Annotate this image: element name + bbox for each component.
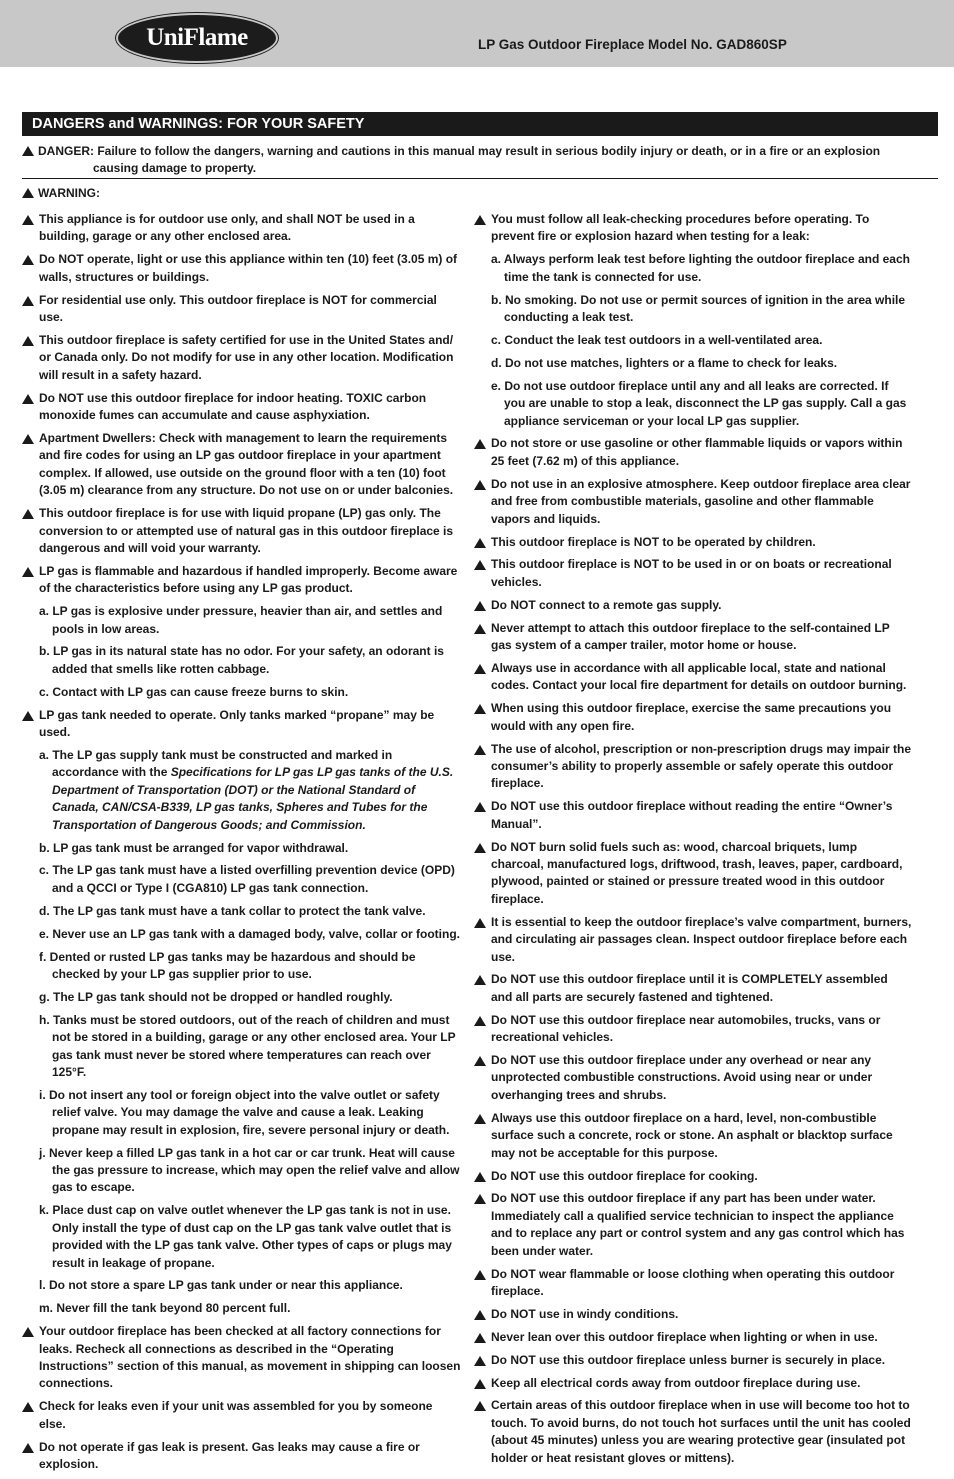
warning-item: This outdoor fireplace is NOT to be used in or on boats or recreational vehicles. <box>474 556 912 591</box>
warning-triangle-icon <box>22 336 34 346</box>
sub-item: m. Never fill the tank beyond 80 percent full. <box>39 1301 291 1316</box>
warning-item: Do NOT burn solid fuels such as: wood, charcoal briquets, lump charcoal, manufactured logs, driftwood, trash, leaves, paper, cardboard, plywood, painted or stained or pressure treated wood in this outdoor fireplace. <box>474 839 912 909</box>
warning-item: Do not store or use gasoline or other flammable liquids or vapors within 25 feet (7.62 m) of this appliance. <box>474 435 912 470</box>
warning-triangle-icon <box>474 802 486 812</box>
warning-triangle-icon <box>22 215 34 225</box>
sub-item: b. No smoking. Do not use or permit sources of ignition in the area while conducting a leak test. <box>491 292 906 325</box>
warning-triangle-icon <box>474 1016 486 1026</box>
warning-item: For residential use only. This outdoor fireplace is NOT for commercial use. <box>22 292 462 327</box>
warning-triangle-icon <box>474 918 486 928</box>
sub-item: c. The LP gas tank must have a listed overfilling prevention device (OPD) and a QCCI or Type I (CGA810) LP gas tank connection. <box>39 863 455 895</box>
sub-item: k. Place dust cap on valve outlet whenever the LP gas tank is not in use. Only install the type of dust cap on the LP gas tank valve outlet that is provided with the LP gas tank valve. Other types of caps or plugs may result in leakage of propane. <box>39 1203 452 1270</box>
sub-item: c. Conduct the leak test outdoors in a well-ventilated area. <box>491 332 823 347</box>
warning-triangle-icon <box>22 188 34 198</box>
warning-triangle-icon <box>22 434 34 444</box>
warning-item: Do NOT use this outdoor fireplace for cooking. <box>474 1168 912 1185</box>
regulation-reference: Specifications for LP gas LP gas tanks of the U.S. Department of Transportation (DOT) or the National Standard of Canada, CAN/CSA-B339, LP gas tanks, Spheres and Tubes for the Transportation of Dangerous Goods; and Commission. <box>52 765 454 832</box>
warning-item: Do not use in an explosive atmosphere. Keep outdoor fireplace area clear and free from combustible materials, gasoline and other flammable vapors and liquids. <box>474 476 912 528</box>
warning-item: Keep all electrical cords away from outdoor fireplace during use. <box>474 1375 912 1392</box>
warning-item: Do NOT wear flammable or loose clothing when operating this outdoor fireplace. <box>474 1266 912 1301</box>
sub-item: g. The LP gas tank should not be dropped or handled roughly. <box>39 989 393 1004</box>
warning-triangle-icon <box>22 146 34 156</box>
warning-triangle-icon <box>22 255 34 265</box>
warning-item: Apartment Dwellers: Check with management to learn the requirements and fire codes for using an LP gas outdoor fireplace in your apartment complex. If allowed, use outside on the ground floor with a ten (10) foot (3.05 m) clearance from any structure. Do not use on or under balconies. <box>22 430 462 500</box>
warning-triangle-icon <box>22 1402 34 1412</box>
warning-item: Do NOT use this outdoor fireplace for indoor heating. TOXIC carbon monoxide fumes can accumulate and cause asphyxiation. <box>22 390 462 425</box>
sub-item: c. Contact with LP gas can cause freeze burns to skin. <box>39 684 349 699</box>
warning-triangle-icon <box>474 601 486 611</box>
warning-item: This outdoor fireplace is NOT to be operated by children. <box>474 534 912 551</box>
left-column <box>22 211 462 1479</box>
sub-item: a. Always perform leak test before lighting the outdoor fireplace and each time the tank is connected for use. <box>491 252 910 284</box>
danger-line-2: causing damage to property. <box>93 161 257 175</box>
warning-item: Always use in accordance with all applicable local, state and national codes. Contact your local fire department for details on outdoor burning. <box>474 660 912 695</box>
uniflame-logo <box>118 15 276 61</box>
warning-item: Do NOT operate, light or use this appliance within ten (10) feet (3.05 m) of walls, structures or buildings. <box>22 251 462 286</box>
warning-item: Do not operate if gas leak is present. Gas leaks may cause a fire or explosion. <box>22 1439 462 1474</box>
warning-triangle-icon <box>474 704 486 714</box>
sub-item: j. Never keep a filled LP gas tank in a hot car or car trunk. Heat will cause the gas pressure to increase, which may open the relief valve and allow gas to escape. <box>39 1145 460 1195</box>
warning-triangle-icon <box>474 1310 486 1320</box>
sub-item: a. The LP gas supply tank must be constructed and marked in accordance with the Specifications for LP gas LP gas tanks of the U.S. Department of Transportation (DOT) or the National Standard of Canada, CAN/CSA-B339, LP gas tanks, Spheres and Tubes for the Transportation of Dangerous Goods; and Commission. <box>39 747 454 832</box>
sub-item: e. Never use an LP gas tank with a damaged body, valve, collar or footing. <box>39 926 461 941</box>
warning-item: Do NOT use this outdoor fireplace without reading the entire “Owner’s Manual”. <box>474 798 912 833</box>
warning-item: The use of alcohol, prescription or non-prescription drugs may impair the consumer’s ability to properly assemble or safely operate this outdoor fireplace. <box>474 741 912 793</box>
warning-triangle-icon <box>22 296 34 306</box>
section-banner: DANGERS and WARNINGS: FOR YOUR SAFETY <box>22 112 938 136</box>
page-header <box>0 0 954 67</box>
sub-item: b. LP gas in its natural state has no odor. For your safety, an odorant is added that smells like rotten cabbage. <box>39 644 444 676</box>
warning-item: Do NOT use this outdoor fireplace if any part has been under water. Immediately call a qualified service technician to inspect the appliance and to replace any part or control system and any gas control which has been under water. <box>474 1190 912 1260</box>
warning-triangle-icon <box>22 509 34 519</box>
logo-text: UniFlame <box>146 24 248 51</box>
warning-item: Check for leaks even if your unit was assembled for you by someone else. <box>22 1398 462 1433</box>
sub-item: e. Do not use outdoor fireplace until any and all leaks are corrected. If you are unable to stop a leak, disconnect the LP gas supply. Call a gas appliance serviceman or your local LP gas supplier. <box>491 378 907 428</box>
warning-item: Never attempt to attach this outdoor fireplace to the self-contained LP gas system of a camper trailer, motor home or house. <box>474 620 912 655</box>
warning-triangle-icon <box>474 480 486 490</box>
warning-triangle-icon <box>474 1401 486 1411</box>
warning-item: Your outdoor fireplace has been checked at all factory connections for leaks. Recheck all connections as described in the “Operating Instructions” section of this manual, as movement in shipping can loosen connections. <box>22 1323 462 1393</box>
warning-triangle-icon <box>474 624 486 634</box>
warning-triangle-icon <box>474 1114 486 1124</box>
warning-item: LP gas is flammable and hazardous if handled improperly. Become aware of the characteristics before using any LP gas product. <box>22 563 462 598</box>
sub-item: d. The LP gas tank must have a tank collar to protect the tank valve. <box>39 903 426 918</box>
sub-item: b. LP gas tank must be arranged for vapor withdrawal. <box>39 840 349 855</box>
warning-triangle-icon <box>474 1270 486 1280</box>
warning-triangle-icon <box>474 1379 486 1389</box>
warning-triangle-icon <box>22 1443 34 1453</box>
warning-triangle-icon <box>474 560 486 570</box>
danger-line-1: DANGER: Failure to follow the dangers, warning and cautions in this manual may result in serious bodily injury or death, or in a fire or an explosion <box>22 143 938 160</box>
warning-triangle-icon <box>474 538 486 548</box>
warning-item: When using this outdoor fireplace, exercise the same precautions you would with any open fire. <box>474 700 912 735</box>
warning-item: Do NOT use this outdoor fireplace near automobiles, trucks, vans or recreational vehicles. <box>474 1012 912 1047</box>
warning-item: Do NOT use this outdoor fireplace unless burner is securely in place. <box>474 1352 912 1369</box>
warning-item: Do NOT connect to a remote gas supply. <box>474 597 912 614</box>
warning-item: Do NOT use this outdoor fireplace under any overhead or near any unprotected combustible constructions. Avoid using near or under overhanging trees and shrubs. <box>474 1052 912 1104</box>
sub-item: i. Do not insert any tool or foreign object into the valve outlet or safety relief valve. You may damage the valve and cause a leak. Leaking propane may result in explosion, fire, severe personal injury or death. <box>39 1087 450 1137</box>
warning-triangle-icon <box>474 215 486 225</box>
warning-triangle-icon <box>474 1056 486 1066</box>
warning-item: It is essential to keep the outdoor fireplace’s valve compartment, burners, and circulating air passages clean. Inspect outdoor fireplace before each use. <box>474 914 912 966</box>
divider <box>22 178 938 179</box>
warning-triangle-icon <box>474 843 486 853</box>
warning-item: Never lean over this outdoor fireplace when lighting or when in use. <box>474 1329 912 1346</box>
warning-item: Certain areas of this outdoor fireplace when in use will become too hot to touch. To avoid burns, do not touch hot surfaces until the unit has cooled (about 45 minutes) unless you are wearing protective gear (insulated pot holder or heat resistant gloves or mittens). <box>474 1397 912 1467</box>
warning-item: This outdoor fireplace is safety certified for use in the United States and/ or Canada only. Do not modify for use in any other location. Modification will result in a safety hazard. <box>22 332 462 384</box>
sub-item: d. Do not use matches, lighters or a flame to check for leaks. <box>491 355 838 370</box>
warning-triangle-icon <box>22 1327 34 1337</box>
warning-triangle-icon <box>474 1172 486 1182</box>
warning-triangle-icon <box>474 664 486 674</box>
warning-item: Do NOT use this outdoor fireplace until it is COMPLETELY assembled and all parts are securely fastened and tightened. <box>474 971 912 1006</box>
warning-triangle-icon <box>474 1356 486 1366</box>
warning-item: LP gas tank needed to operate. Only tanks marked “propane” may be used. <box>22 707 462 742</box>
warning-item: Do NOT use in windy conditions. <box>474 1306 912 1323</box>
warning-item: You must follow all leak-checking procedures before operating. To prevent fire or explosion hazard when testing for a leak: <box>474 211 912 246</box>
warning-triangle-icon <box>474 975 486 985</box>
warning-item: This outdoor fireplace is for use with liquid propane (LP) gas only. The conversion to or attempted use of natural gas in this outdoor fireplace is dangerous and will void your warranty. <box>22 505 462 557</box>
warning-triangle-icon <box>474 745 486 755</box>
warning-triangle-icon <box>474 1194 486 1204</box>
sub-item: f. Dented or rusted LP gas tanks may be hazardous and should be checked by your LP gas supplier prior to use. <box>39 949 416 981</box>
document-title: LP Gas Outdoor Fireplace Model No. GAD860SP <box>478 37 787 52</box>
right-column <box>474 211 912 1473</box>
warning-triangle-icon <box>22 711 34 721</box>
danger-statement <box>22 143 938 177</box>
warning-triangle-icon <box>474 439 486 449</box>
sub-item: a. LP gas is explosive under pressure, heavier than air, and settles and pools in low areas. <box>39 604 443 636</box>
warning-triangle-icon <box>474 1333 486 1343</box>
sub-item: h. Tanks must be stored outdoors, out of the reach of children and must not be stored in a building, garage or any other enclosed area. Your LP gas tank must never be stored where temperatures can reach over 125°F. <box>39 1012 456 1079</box>
warning-item: Always use this outdoor fireplace on a hard, level, non-combustible surface such a concrete, rock or stone. An asphalt or blacktop surface may not be acceptable for this purpose. <box>474 1110 912 1162</box>
warning-item: This appliance is for outdoor use only, and shall NOT be used in a building, garage or any other enclosed area. <box>22 211 462 246</box>
sub-item: l. Do not store a spare LP gas tank under or near this appliance. <box>39 1278 403 1293</box>
warning-triangle-icon <box>22 394 34 404</box>
warning-triangle-icon <box>22 567 34 577</box>
warning-label: WARNING: <box>22 185 100 202</box>
